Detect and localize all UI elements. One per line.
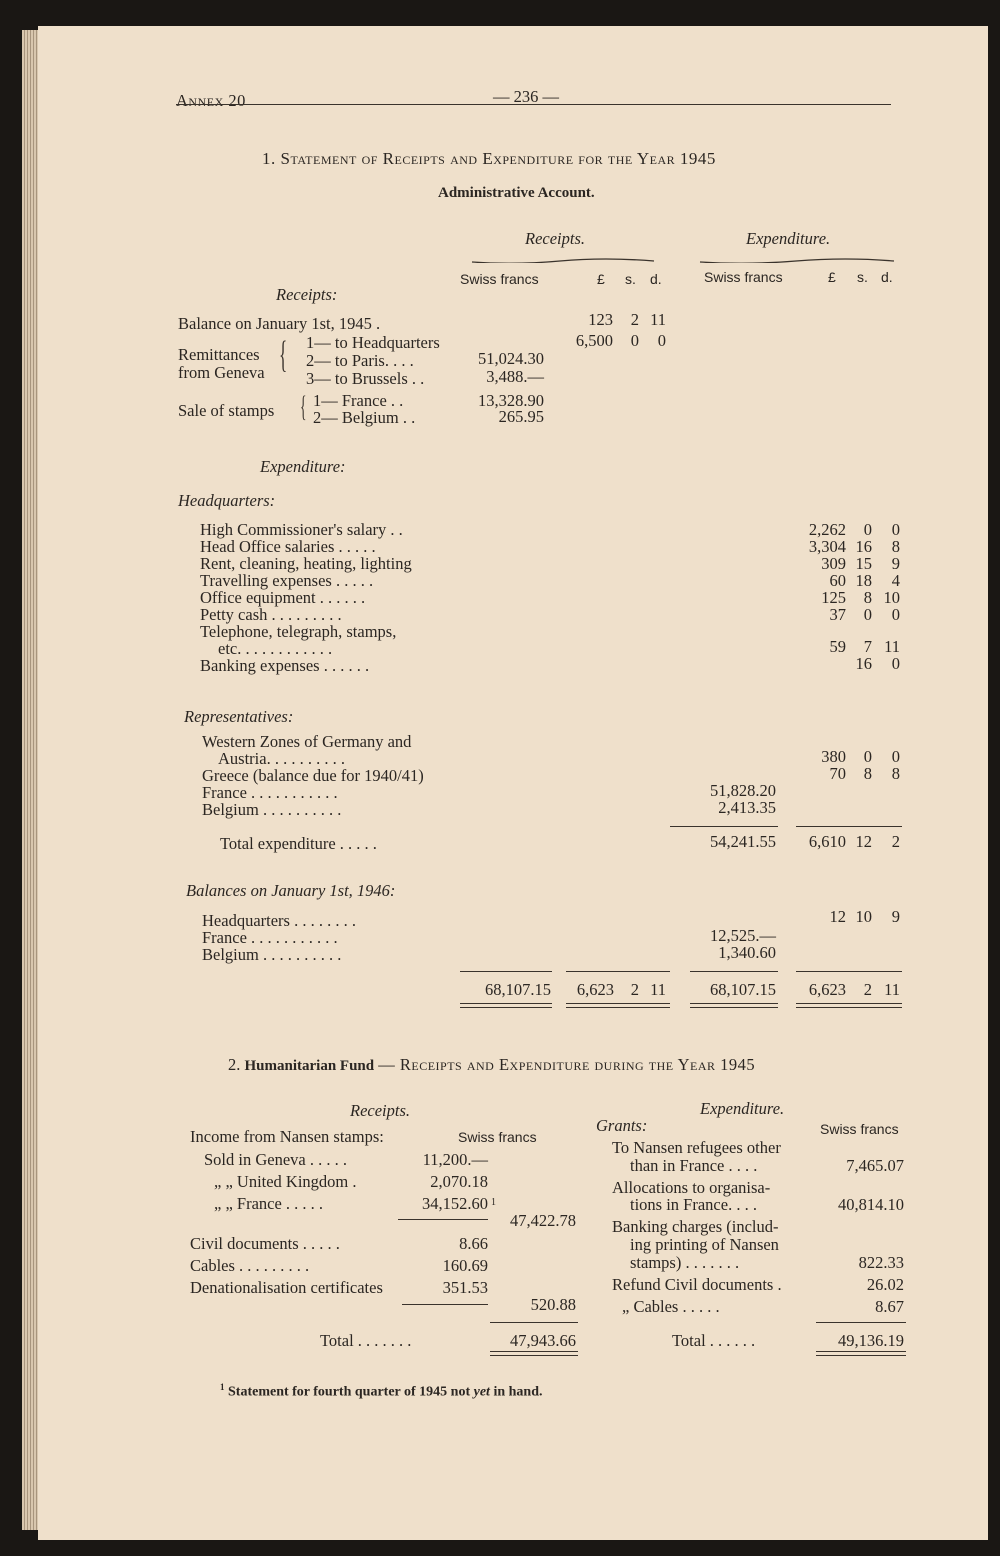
totals-rec-swiss: 68,107.15 [485,980,551,999]
rule-exp-pounds [796,826,902,827]
greece-d: 8 [891,764,900,783]
remit-hq-s: 0 [630,331,639,350]
rule-rec-pounds-top [566,971,670,972]
hq-item-s: 16 [855,537,872,556]
stamps-belgium-label: 2— Belgium . . [313,408,416,427]
greece-s: 8 [863,764,872,783]
bal-france-label: France . . . . . . . . . . . [202,928,338,947]
totals-exp-swiss: 68,107.15 [710,980,776,999]
total-exp-pounds: 6,610 [808,832,846,851]
hq-item-s: 0 [863,520,872,539]
wz-label: Austria. . . . . . . . . . [218,749,345,768]
header-rule [176,104,891,105]
rec-col-pound: £ [597,271,605,287]
total-exp-swiss: 54,241.55 [710,832,776,851]
bal-belgium-swiss: 1,340.60 [718,943,776,962]
balance-label: Balance on January 1st, 1945 . [178,314,381,333]
remittances-brace: { [279,334,288,376]
rule-exp-pounds-top [796,971,902,972]
hq-item-label: Rent, cleaning, heating, lighting [200,554,412,573]
wz-pounds: 380 [821,747,846,766]
hq-item-d: 8 [891,537,900,556]
nansen-label-1: To Nansen refugees other [612,1138,781,1157]
s2-expenditure-heading: Expenditure. [700,1099,785,1118]
hq-item-s: 8 [863,588,872,607]
exp-col-pound: £ [828,269,836,285]
rule-rec-total [490,1322,578,1323]
totals-exp-pounds: 6,623 [808,980,846,999]
bank-label: stamps) . . . . . . . [630,1253,740,1272]
hq-item-label: Petty cash . . . . . . . . . [200,605,342,624]
footnote-mark: 1 [220,1382,225,1392]
page-number: — 236 — [493,87,559,106]
remit-hq-label: 1— to Headquarters [306,333,440,352]
receipts-flourish [470,253,656,263]
rule-misc [402,1304,488,1305]
rep-france-label: France . . . . . . . . . . . [202,783,338,802]
s2-rec-col-swiss: Swiss francs [458,1129,537,1145]
banking-s: 16 [855,654,872,673]
rec-total-label: Total . . . . . . . [320,1331,412,1350]
footnote-ref: 1 [491,1197,496,1208]
dbl-rec-total [490,1351,578,1356]
bank-label-2: ing printing of Nansen [630,1235,779,1254]
bal-hq-d: 9 [891,907,900,926]
col-receipts-heading: Receipts. [525,229,586,248]
wz-s: 0 [863,747,872,766]
tel-d: 11 [884,637,900,656]
hq-item-pounds: 309 [821,554,846,573]
remit-paris-swiss: 51,024.30 [478,349,544,368]
hq-item-d: 4 [891,571,900,590]
footnote-text-end: in hand. [489,1384,543,1400]
rec-col-d: d. [650,271,662,287]
nansen-label: than in France . . . . [630,1156,758,1175]
total-exp-s: 12 [855,832,872,851]
bal-hq-label: Headquarters . . . . . . . . [202,911,356,930]
rep-belgium-label: Belgium . . . . . . . . . . [202,800,342,819]
expenditure-heading: Expenditure: [260,457,346,476]
rep-heading: Representatives: [184,707,294,726]
rule-exp-swiss [670,826,778,827]
banking-label: Banking expenses . . . . . . [200,656,370,675]
remit-hq-d: 0 [657,331,666,350]
remit-brussels-swiss: 3,488.— [486,367,544,386]
greece-pounds: 70 [829,764,846,783]
totals-exp-s: 2 [863,980,872,999]
stamps-brace: { [299,390,307,423]
hq-item-s: 0 [863,605,872,624]
alloc-label-1: Allocations to organisa- [612,1178,771,1197]
total-exp-d: 2 [891,832,900,851]
exp-total-label: Total . . . . . . [672,1331,756,1350]
rec-total-value: 47,943.66 [510,1331,576,1350]
balances-heading: Balances on January 1st, 1946: [186,881,396,900]
document-page [38,26,988,1540]
dbl-rec-swiss [460,1003,552,1008]
bal-hq-pounds: 12 [829,907,846,926]
tel-pounds: 59 [829,637,846,656]
hq-item-d: 10 [883,588,900,607]
sold-france-value: 34,152.60 [422,1194,488,1213]
stamps-label: Sale of stamps [178,401,275,420]
rule-rec-swiss-top [460,971,552,972]
remittances-label-2: from Geneva [178,363,265,382]
hq-item-label: Office equipment . . . . . . [200,588,366,607]
remit-paris-label: 2— to Paris. . . . [306,351,414,370]
tel-label-1: Telephone, telegraph, stamps, [200,622,397,641]
section2-title-bold: Humanitarian Fund [244,1058,375,1074]
rule-exp-swiss-top [690,971,778,972]
alloc-value: 40,814.10 [838,1195,904,1214]
exp-col-d: d. [881,269,893,285]
bal-belgium-label: Belgium . . . . . . . . . . [202,945,342,964]
remit-hq-pounds: 6,500 [575,331,613,350]
cables-label: Cables . . . . . . . . . [190,1256,310,1275]
dbl-exp-swiss [690,1003,778,1008]
stamps-france-label: 1— France . . [313,391,404,410]
dbl-rec-pounds [566,1003,670,1008]
rule-stamps [398,1219,488,1220]
remit-brussels-label: 3— to Brussels . . [306,369,425,388]
civil-label: Civil documents . . . . . [190,1234,340,1253]
hq-item-pounds: 60 [829,571,846,590]
sold-geneva-label: Sold in Geneva . . . . . [204,1150,347,1169]
footnote-text: Statement for fourth quarter of 1945 not [228,1384,474,1400]
s2-exp-col-swiss: Swiss francs [820,1121,899,1137]
sold-uk-value: 2,070.18 [430,1172,488,1191]
exp-total-value: 49,136.19 [838,1331,904,1350]
rep-france-swiss: 51,828.20 [710,781,776,800]
rep-belgium-swiss: 2,413.35 [718,798,776,817]
bank-label-1: Banking charges (includ- [612,1217,779,1236]
section2-title-rest: — Receipts and Expenditure during the Year 1945 [378,1055,756,1074]
hq-heading: Headquarters: [178,491,276,510]
refund-value: 26.02 [866,1275,904,1294]
footnote [220,1378,543,1402]
section2-title [228,1056,755,1075]
alloc-label: tions in France. . . . [630,1195,757,1214]
bal-hq-s: 10 [855,907,872,926]
tel-s: 7 [863,637,872,656]
totals-rec-s: 2 [630,980,639,999]
stamps-subtotal: 47,422.78 [510,1211,576,1230]
hq-item-pounds: 125 [821,588,846,607]
hq-item-pounds: 2,262 [808,520,846,539]
grants-heading: Grants: [596,1116,648,1135]
hq-item-d: 9 [891,554,900,573]
refund-label: Refund Civil documents . [612,1275,782,1294]
hq-item-label: Head Office salaries . . . . . [200,537,376,556]
denat-value: 351.53 [442,1278,488,1297]
s2-receipts-heading: Receipts. [350,1101,411,1120]
expenditure-flourish [698,253,896,263]
remittances-label-1: Remittances [178,345,260,364]
dbl-exp-pounds [796,1003,902,1008]
annex-label: Annex 20 [176,91,246,110]
totals-rec-pounds: 6,623 [576,980,614,999]
sold-geneva-value: 11,200.— [422,1150,488,1169]
balance-d: 11 [650,310,666,329]
receipts-heading: Receipts: [276,285,338,304]
tel-label: etc. . . . . . . . . . . . [218,639,333,658]
rule-exp-total [816,1322,906,1323]
nansen-value: 7,465.07 [846,1156,904,1175]
hq-item-label: Travelling expenses . . . . . [200,571,374,590]
totals-rec-d: 11 [650,980,666,999]
cables-value: 160.69 [442,1256,488,1275]
sold-france-label: „ „ France . . . . . [214,1194,324,1213]
balance-pounds: 123 [588,310,613,329]
hq-item-s: 15 [855,554,872,573]
wz-d: 0 [891,747,900,766]
stamps-belgium-swiss: 265.95 [498,407,544,426]
rec-col-s: s. [625,271,636,287]
totals-exp-d: 11 [884,980,900,999]
banking-d: 0 [891,654,900,673]
section1-title: 1. Statement of Receipts and Expenditure for the Year 1945 [262,149,716,168]
exp-col-s: s. [857,269,868,285]
income-label: Income from Nansen stamps: [190,1127,384,1146]
col-expenditure-heading: Expenditure. [746,229,831,248]
section1-subtitle: Administrative Account. [438,185,595,201]
balance-s: 2 [630,310,639,329]
total-exp-label: Total expenditure . . . . . [220,834,377,853]
stamps-france-swiss: 13,328.90 [478,391,544,410]
hq-item-pounds: 37 [829,605,846,624]
misc-subtotal: 520.88 [530,1295,576,1314]
footnote-text-italic: yet [473,1384,490,1400]
cables-exp-value: 8.67 [875,1297,904,1316]
civil-value: 8.66 [459,1234,488,1253]
exp-col-swiss: Swiss francs [704,269,783,285]
bank-value: 822.33 [858,1253,904,1272]
hq-item-d: 0 [891,520,900,539]
bal-france-swiss: 12,525.— [710,926,776,945]
hq-item-d: 0 [891,605,900,624]
sold-uk-label: „ „ United Kingdom . [214,1172,357,1191]
cables-exp-label: „ Cables . . . . . [622,1297,720,1316]
rec-col-swiss: Swiss francs [460,271,539,287]
greece-label: Greece (balance due for 1940/41) [202,766,424,785]
hq-item-s: 18 [855,571,872,590]
dbl-exp-total [816,1351,906,1356]
hq-item-pounds: 3,304 [808,537,846,556]
hq-item-label: High Commissioner's salary . . [200,520,403,539]
wz-label-1: Western Zones of Germany and [202,732,412,751]
section2-title-num: 2. [228,1055,241,1074]
denat-label: Denationalisation certificates [190,1278,383,1297]
